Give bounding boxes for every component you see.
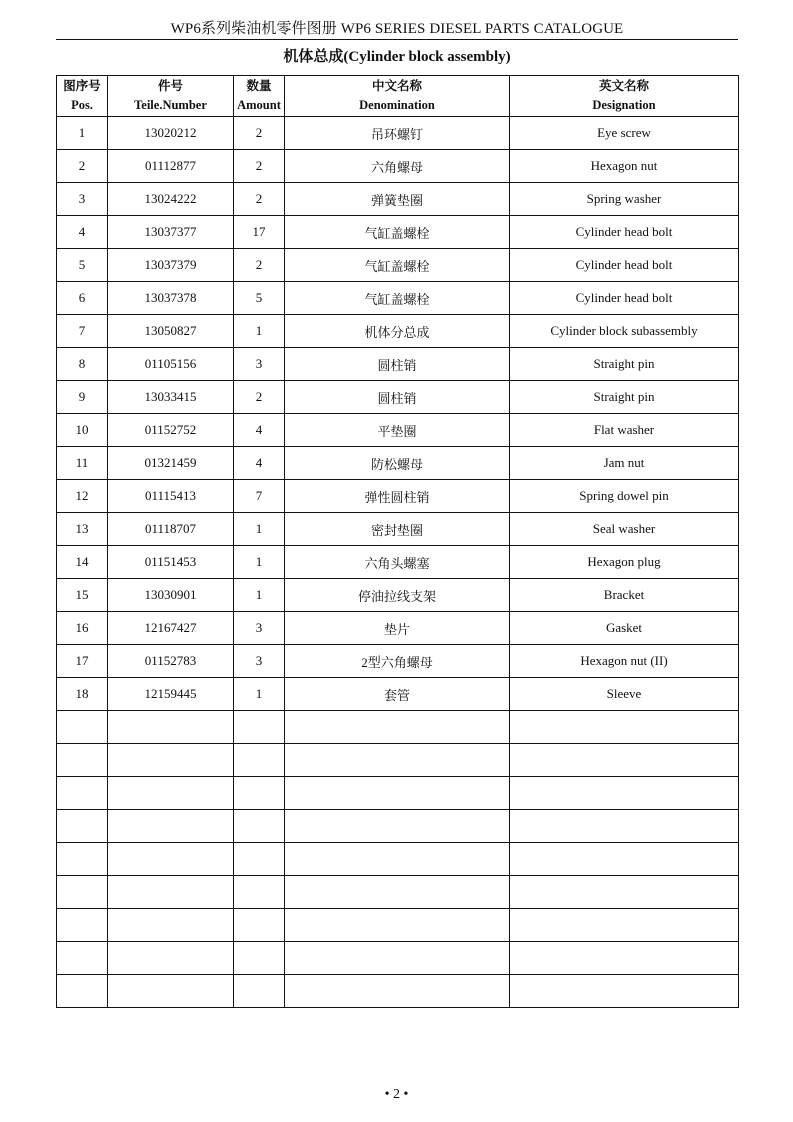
column-header-cn: 英文名称: [598, 79, 649, 93]
cell-part-number: 13037379: [108, 249, 234, 282]
cell-chinese-name: 六角螺母: [285, 150, 510, 183]
empty-cell: [57, 975, 108, 1008]
empty-table-row: [57, 975, 739, 1008]
empty-cell: [57, 777, 108, 810]
cell-amount: 2: [234, 150, 285, 183]
cell-english-name: Cylinder head bolt: [510, 216, 739, 249]
cell-english-name: Seal washer: [510, 513, 739, 546]
cell-chinese-name: 气缸盖螺栓: [285, 282, 510, 315]
table-row: [57, 678, 739, 711]
empty-cell: [108, 843, 234, 876]
empty-table-row: [57, 909, 739, 942]
table-row: [57, 282, 739, 315]
cell-pos: 17: [57, 645, 108, 678]
cell-amount: 7: [234, 480, 285, 513]
parts-table: [56, 75, 739, 1008]
table-row: [57, 117, 739, 150]
cell-amount: 1: [234, 513, 285, 546]
table-row: [57, 249, 739, 282]
column-header-number: [108, 76, 234, 117]
cell-part-number: 12159445: [108, 678, 234, 711]
cell-english-name: Straight pin: [510, 348, 739, 381]
empty-cell: [510, 744, 739, 777]
cell-amount: 3: [234, 645, 285, 678]
cell-pos: 18: [57, 678, 108, 711]
empty-cell: [285, 909, 510, 942]
cell-part-number: 13037377: [108, 216, 234, 249]
cell-amount: 1: [234, 315, 285, 348]
cell-chinese-name: 防松螺母: [285, 447, 510, 480]
table-row: [57, 216, 739, 249]
cell-chinese-name: 停油拉线支架: [285, 579, 510, 612]
empty-cell: [285, 942, 510, 975]
empty-table-row: [57, 810, 739, 843]
table-row: [57, 546, 739, 579]
table-row: [57, 480, 739, 513]
table-row: [57, 447, 739, 480]
empty-cell: [108, 777, 234, 810]
column-header-en: Denomination: [359, 98, 435, 112]
table-row: [57, 315, 739, 348]
cell-pos: 14: [57, 546, 108, 579]
table-row: [57, 645, 739, 678]
column-header-cn: 件号: [157, 79, 183, 93]
cell-english-name: Sleeve: [510, 678, 739, 711]
parts-table-body: [57, 117, 739, 1008]
cell-chinese-name: 密封垫圈: [285, 513, 510, 546]
cell-part-number: 01112877: [108, 150, 234, 183]
empty-cell: [57, 744, 108, 777]
cell-pos: 9: [57, 381, 108, 414]
cell-amount: 3: [234, 348, 285, 381]
empty-cell: [108, 876, 234, 909]
cell-chinese-name: 圆柱销: [285, 381, 510, 414]
cell-part-number: 12167427: [108, 612, 234, 645]
empty-cell: [510, 777, 739, 810]
empty-cell: [510, 711, 739, 744]
cell-chinese-name: 圆柱销: [285, 348, 510, 381]
empty-cell: [108, 711, 234, 744]
empty-cell: [57, 711, 108, 744]
cell-pos: 15: [57, 579, 108, 612]
cell-chinese-name: 气缸盖螺栓: [285, 249, 510, 282]
table-row: [57, 612, 739, 645]
column-header-en: Teile.Number: [134, 98, 207, 112]
cell-english-name: Eye screw: [510, 117, 739, 150]
cell-part-number: 01152752: [108, 414, 234, 447]
cell-part-number: 01152783: [108, 645, 234, 678]
empty-cell: [510, 810, 739, 843]
page-title: 机体总成(Cylinder block assembly): [283, 49, 511, 65]
cell-amount: 2: [234, 249, 285, 282]
cell-amount: 3: [234, 612, 285, 645]
cell-english-name: Straight pin: [510, 381, 739, 414]
cell-pos: 2: [57, 150, 108, 183]
column-header-pos: [57, 76, 108, 117]
table-header-row: [57, 76, 739, 117]
empty-cell: [285, 876, 510, 909]
empty-cell: [57, 876, 108, 909]
empty-cell: [285, 810, 510, 843]
cell-amount: 17: [234, 216, 285, 249]
column-header-cn: 中文名称: [371, 79, 422, 93]
cell-pos: 3: [57, 183, 108, 216]
empty-cell: [108, 909, 234, 942]
empty-cell: [285, 975, 510, 1008]
empty-cell: [285, 777, 510, 810]
cell-english-name: Spring washer: [510, 183, 739, 216]
column-header-cn: 数量: [246, 79, 272, 93]
empty-cell: [234, 777, 285, 810]
cell-english-name: Cylinder head bolt: [510, 249, 739, 282]
column-header-en: Amount: [237, 98, 281, 112]
cell-part-number: 01151453: [108, 546, 234, 579]
cell-english-name: Cylinder head bolt: [510, 282, 739, 315]
cell-english-name: Bracket: [510, 579, 739, 612]
empty-cell: [510, 942, 739, 975]
cell-english-name: Spring dowel pin: [510, 480, 739, 513]
table-row: [57, 381, 739, 414]
cell-english-name: Gasket: [510, 612, 739, 645]
cell-pos: 5: [57, 249, 108, 282]
page-number: • 2 •: [384, 1087, 409, 1102]
column-header-en: Designation: [592, 98, 656, 112]
cell-part-number: 01105156: [108, 348, 234, 381]
empty-cell: [234, 975, 285, 1008]
cell-pos: 4: [57, 216, 108, 249]
table-row: [57, 183, 739, 216]
cell-pos: 11: [57, 447, 108, 480]
empty-cell: [510, 975, 739, 1008]
cell-chinese-name: 吊环螺钉: [285, 117, 510, 150]
table-row: [57, 150, 739, 183]
cell-chinese-name: 弹簧垫圈: [285, 183, 510, 216]
cell-chinese-name: 六角头螺塞: [285, 546, 510, 579]
cell-pos: 1: [57, 117, 108, 150]
cell-chinese-name: 机体分总成: [285, 315, 510, 348]
empty-cell: [57, 810, 108, 843]
column-header-en: Pos.: [71, 98, 93, 112]
empty-cell: [234, 876, 285, 909]
cell-pos: 16: [57, 612, 108, 645]
empty-cell: [510, 909, 739, 942]
cell-english-name: Jam nut: [510, 447, 739, 480]
cell-pos: 7: [57, 315, 108, 348]
empty-cell: [234, 810, 285, 843]
cell-english-name: Hexagon nut: [510, 150, 739, 183]
cell-part-number: 13050827: [108, 315, 234, 348]
empty-cell: [108, 942, 234, 975]
cell-english-name: Hexagon plug: [510, 546, 739, 579]
column-header-amount: [234, 76, 285, 117]
cell-chinese-name: 气缸盖螺栓: [285, 216, 510, 249]
empty-cell: [108, 744, 234, 777]
empty-cell: [285, 843, 510, 876]
cell-part-number: 01118707: [108, 513, 234, 546]
cell-part-number: 01115413: [108, 480, 234, 513]
cell-english-name: Cylinder block subassembly: [510, 315, 739, 348]
cell-english-name: Flat washer: [510, 414, 739, 447]
empty-cell: [108, 810, 234, 843]
empty-table-row: [57, 876, 739, 909]
cell-chinese-name: 垫片: [285, 612, 510, 645]
column-header-designation: [510, 76, 739, 117]
cell-amount: 5: [234, 282, 285, 315]
empty-cell: [234, 942, 285, 975]
empty-cell: [234, 711, 285, 744]
cell-amount: 1: [234, 546, 285, 579]
cell-pos: 12: [57, 480, 108, 513]
empty-cell: [57, 942, 108, 975]
empty-cell: [57, 843, 108, 876]
cell-part-number: 01321459: [108, 447, 234, 480]
cell-pos: 8: [57, 348, 108, 381]
cell-pos: 10: [57, 414, 108, 447]
empty-cell: [285, 711, 510, 744]
empty-cell: [234, 744, 285, 777]
empty-cell: [510, 876, 739, 909]
table-row: [57, 579, 739, 612]
cell-amount: 1: [234, 678, 285, 711]
empty-cell: [510, 843, 739, 876]
empty-table-row: [57, 843, 739, 876]
column-header-denomination: [285, 76, 510, 117]
cell-chinese-name: 2型六角螺母: [285, 645, 510, 678]
cell-amount: 2: [234, 381, 285, 414]
empty-table-row: [57, 942, 739, 975]
cell-amount: 2: [234, 183, 285, 216]
cell-chinese-name: 套管: [285, 678, 510, 711]
cell-part-number: 13030901: [108, 579, 234, 612]
running-header: WP6系列柴油机零件图册 WP6 SERIES DIESEL PARTS CATALOGUE: [56, 19, 738, 40]
cell-amount: 1: [234, 579, 285, 612]
empty-cell: [57, 909, 108, 942]
table-row: [57, 348, 739, 381]
column-header-cn: 图序号: [63, 79, 101, 93]
cell-pos: 13: [57, 513, 108, 546]
cell-amount: 2: [234, 117, 285, 150]
empty-table-row: [57, 744, 739, 777]
empty-table-row: [57, 711, 739, 744]
empty-table-row: [57, 777, 739, 810]
empty-cell: [234, 843, 285, 876]
cell-chinese-name: 平垫圈: [285, 414, 510, 447]
cell-part-number: 13037378: [108, 282, 234, 315]
cell-amount: 4: [234, 447, 285, 480]
table-row: [57, 414, 739, 447]
empty-cell: [108, 975, 234, 1008]
table-row: [57, 513, 739, 546]
cell-english-name: Hexagon nut (II): [510, 645, 739, 678]
cell-amount: 4: [234, 414, 285, 447]
empty-cell: [234, 909, 285, 942]
cell-part-number: 13020212: [108, 117, 234, 150]
cell-pos: 6: [57, 282, 108, 315]
cell-part-number: 13024222: [108, 183, 234, 216]
cell-chinese-name: 弹性圆柱销: [285, 480, 510, 513]
empty-cell: [285, 744, 510, 777]
cell-part-number: 13033415: [108, 381, 234, 414]
